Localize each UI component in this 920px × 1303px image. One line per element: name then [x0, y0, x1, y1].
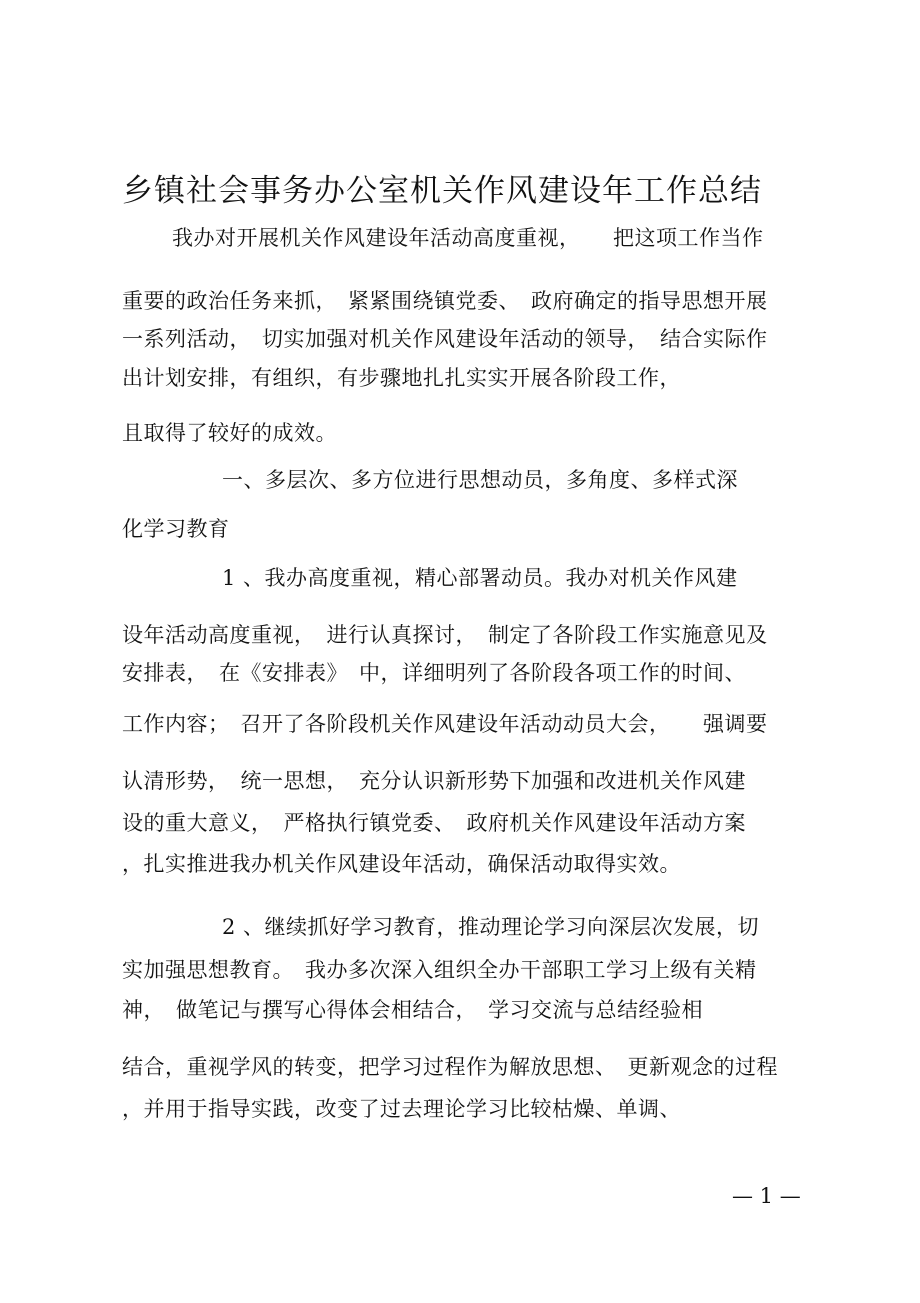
paragraph-line: 2 、继续抓好学习教育，推动理论学习向深层次发展，切 [222, 915, 760, 939]
paragraph-line: 设的重大意义， 严格执行镇党委、 政府机关作风建设年活动方案 [122, 811, 746, 835]
paragraph-line: 重要的政治任务来抓， 紧紧围绕镇党委、 政府确定的指导思想开展 [122, 289, 768, 313]
document-title: 乡镇社会事务办公室机关作风建设年工作总结 [122, 173, 762, 209]
paragraph-line: 实加强思想教育。 我办多次深入组织全办干部职工学习上级有关精 [122, 958, 757, 982]
paragraph-line: 工作内容； 召开了各阶段机关作风建设年活动动员大会， 强调要 [122, 712, 768, 736]
paragraph-line: 出计划安排，有组织，有步骤地扎扎实实开展各阶段工作， [122, 366, 681, 390]
paragraph-line: 且取得了较好的成效。 [122, 421, 337, 445]
paragraph-line: 1 、我办高度重视，精心部署动员。我办对机关作风建 [222, 566, 738, 590]
paragraph-line: 设年活动高度重视， 进行认真探讨， 制定了各阶段工作实施意见及 [122, 623, 768, 647]
paragraph-line: 一系列活动， 切实加强对机关作风建设年活动的领导， 结合实际作 [122, 327, 768, 351]
paragraph-line: 神， 做笔记与撰写心得体会相结合， 学习交流与总结经验相 [122, 998, 703, 1022]
paragraph-line: 安排表， 在《安排表》 中，详细明列了各阶段各项工作的时间、 [122, 661, 746, 685]
paragraph-line: 我办对开展机关作风建设年活动高度重视， 把这项工作当作 [172, 226, 764, 250]
paragraph-line: 认清形势， 统一思想， 充分认识新形势下加强和改进机关作风建 [122, 769, 746, 793]
paragraph-line: ，并用于指导实践，改变了过去理论学习比较枯燥、单调、 [122, 1097, 681, 1121]
section-heading-line: 化学习教育 [122, 517, 230, 541]
page-number: — 1 — [732, 1184, 801, 1208]
paragraph-line: ，扎实推进我办机关作风建设年活动，确保活动取得实效。 [122, 852, 681, 876]
section-heading-line: 一、多层次、多方位进行思想动员，多角度、多样式深 [222, 468, 738, 492]
paragraph-line: 结合，重视学风的转变，把学习过程作为解放思想、 更新观念的过程 [122, 1055, 778, 1079]
